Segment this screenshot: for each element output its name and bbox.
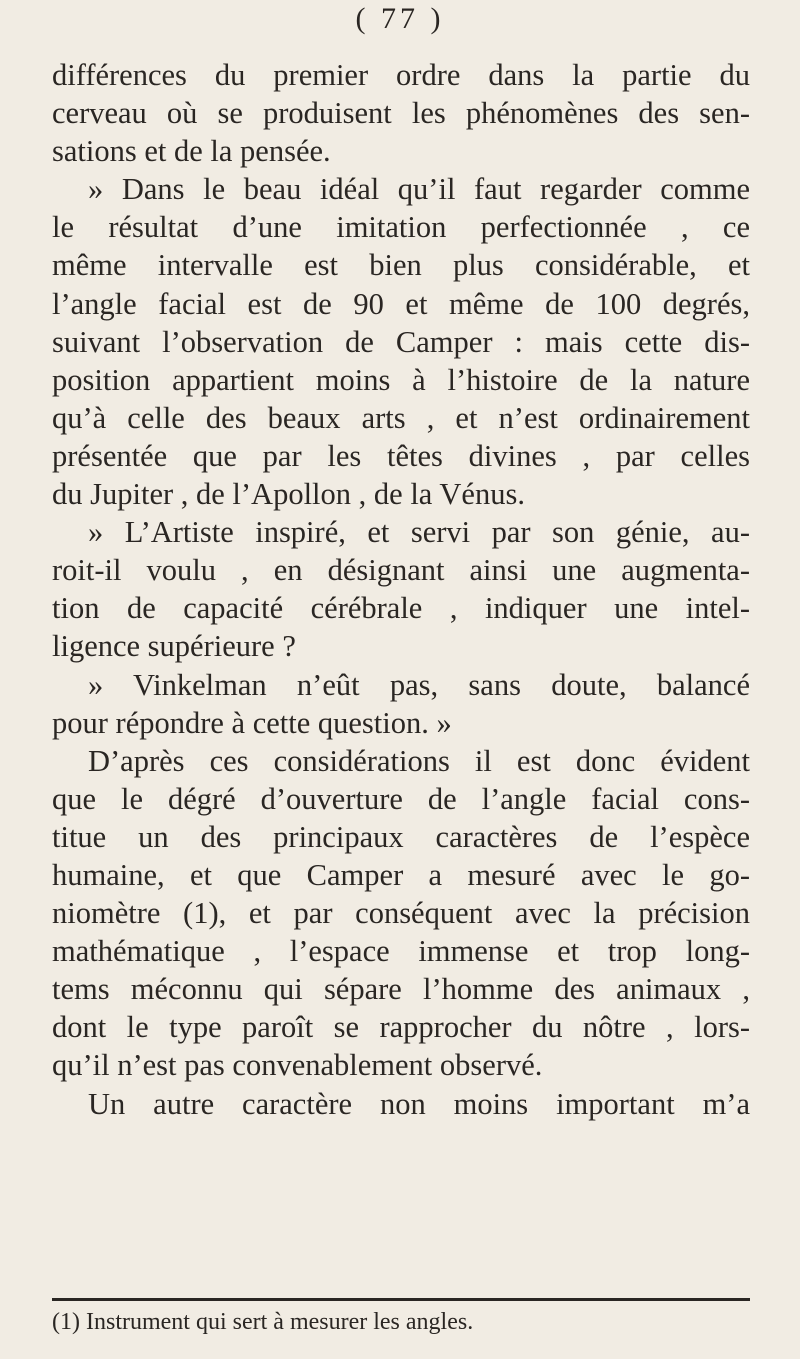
text-line: cerveau où se produisent les phénomènes des sen- [52, 96, 750, 131]
text-line: présentée que par les têtes divines , par celles [52, 438, 750, 473]
text-line: sations et de la pensée. [52, 134, 331, 169]
page-number: ( 77 ) [355, 2, 445, 35]
text-line: qu’il n’est pas convenablement observé. [52, 1048, 543, 1083]
text-line: titue un des principaux caractères de l’espèce [52, 819, 750, 854]
text-line: suivant l’observation de Camper : mais cette dis- [52, 324, 750, 359]
footnote-separator [52, 1298, 750, 1301]
text-line: l’angle facial est de 90 et même de 100 degrés, [52, 286, 750, 321]
text-line: D’après ces considérations il est donc évident [88, 743, 750, 778]
text-line: dont le type paroît se rapprocher du nôtre , lors- [52, 1010, 750, 1045]
text-line: humaine, et que Camper a mesuré avec le go- [52, 857, 750, 892]
text-line: tems méconnu qui sépare l’homme des animaux , [52, 972, 750, 1007]
text-line: qu’à celle des beaux arts , et n’est ordinairement [52, 400, 750, 435]
text-line: position appartient moins à l’histoire de la nature [52, 362, 750, 397]
text-line: niomètre (1), et par conséquent avec la précision [52, 896, 750, 931]
text-line: ligence supérieure ? [52, 629, 296, 664]
body-text [52, 56, 750, 1123]
text-line: pour répondre à cette question. » [52, 705, 452, 740]
text-line: que le dégré d’ouverture de l’angle facial cons- [52, 781, 750, 816]
text-line: du Jupiter , de l’Apollon , de la Vénus. [52, 477, 525, 512]
text-line: le résultat d’une imitation perfectionnée , ce [52, 210, 750, 245]
text-line: différences du premier ordre dans la partie du [52, 58, 750, 92]
footnote: (1) Instrument qui sert à mesurer les angles. [52, 1309, 474, 1335]
text-line: » Dans le beau idéal qu’il faut regarder comme [88, 172, 750, 207]
text-line: roit-il voulu , en désignant ainsi une augmenta- [52, 553, 750, 588]
text-line: même intervalle est bien plus considérable, et [52, 248, 750, 283]
text-line: mathématique , l’espace immense et trop long- [52, 934, 750, 969]
text-line: Un autre caractère non moins important m’a [88, 1086, 750, 1121]
text-line: tion de capacité cérébrale , indiquer une intel- [52, 591, 750, 626]
text-line: » Vinkelman n’eût pas, sans doute, balancé [88, 667, 750, 702]
text-line: » L’Artiste inspiré, et servi par son génie, au- [88, 515, 750, 550]
